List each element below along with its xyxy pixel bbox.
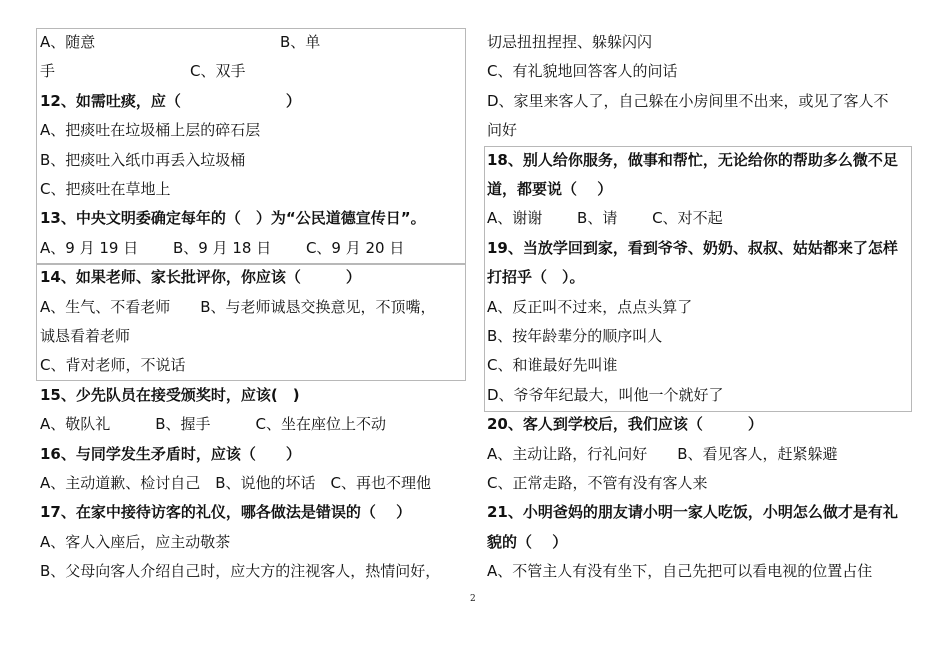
question-right-7: 19、当放学回到家，看到爷爷、奶奶、叔叔、姑姑都来了怎样	[487, 238, 898, 257]
text-line-left-4: B、把痰吐入纸巾再丢入垃圾桶	[40, 150, 246, 169]
text-line-right-18: A、不管主人有没有坐下，自己先把可以看电视的位置占住	[487, 562, 873, 581]
text-line-left-17: A、客人入座后，应主动敬茶	[40, 532, 231, 551]
text-line-right-10: B、按年龄辈分的顺序叫人	[487, 327, 663, 345]
question-left-2: 12、如需吐痰，应（ ）	[40, 91, 301, 110]
text-line-left-9: A、生气、不看老师 B、与老师诚恳交换意见，不顶嘴，	[40, 297, 436, 316]
text-line-left-7: A、9 月 19 日 B、9 月 18 日 C、9 月 20 日	[40, 238, 405, 257]
text-line-left-15: A、主动道歉、检讨自己 B、说他的坏话 C、再也不理他	[40, 474, 432, 492]
question-left-6: 13、中央文明委确定每年的（ ）为“公民道德宣传日”。	[40, 209, 426, 228]
text-line-right-3: 问好	[487, 121, 518, 140]
option-fragment-1: C、双手	[190, 62, 246, 81]
text-line-left-1: 手	[40, 62, 56, 81]
text-line-left-5: C、把痰吐在草地上	[40, 180, 171, 198]
option-fragment-0: B、单	[280, 33, 321, 51]
question-right-8: 打招乎（ ）。	[487, 268, 585, 287]
text-line-right-14: A、主动让路，行礼问好 B、看见客人，赶紧躲避	[487, 444, 838, 463]
text-line-left-18: B、父母向客人介绍自己时，应大方的注视客人，热情问好，	[40, 562, 441, 581]
question-left-16: 17、在家中接待访客的礼仪，哪各做法是错误的（ ）	[40, 503, 412, 522]
text-line-right-12: D、爷爷年纪最大，叫他一个就好了	[487, 385, 724, 404]
text-line-left-0: A、随意	[40, 33, 96, 51]
question-right-16: 21、小明爸妈的朋友请小明一家人吃饭，小明怎么做才是有礼	[487, 503, 898, 522]
text-line-right-9: A、反正叫不过来，点点头算了	[487, 297, 693, 316]
question-left-12: 15、少先队员在接受颁奖时，应该( )	[40, 385, 300, 404]
text-line-right-2: D、家里来客人了，自己躲在小房间里不出来，或见了客人不	[487, 91, 889, 110]
text-line-left-3: A、把痰吐在垃圾桶上层的碎石层	[40, 121, 261, 140]
text-line-right-6: A、谢谢 B、请 C、对不起	[487, 209, 723, 228]
question-left-14: 16、与同学发生矛盾时，应该（ ）	[40, 444, 301, 463]
text-line-left-11: C、背对老师，不说话	[40, 356, 186, 375]
question-left-8: 14、如果老师、家长批评你，你应该（ ）	[40, 268, 361, 287]
text-line-right-0: 切忌扭扭捏捏、躲躲闪闪	[487, 33, 653, 51]
question-right-5: 道，都要说（ ）	[487, 180, 613, 198]
text-line-left-13: A、敬队礼 B、握手 C、坐在座位上不动	[40, 415, 387, 434]
text-line-right-1: C、有礼貌地回答客人的问话	[487, 62, 678, 81]
page-number: 2	[470, 594, 476, 604]
text-line-left-10: 诚恳看着老师	[40, 327, 131, 345]
question-right-13: 20、客人到学校后，我们应该（ ）	[487, 415, 763, 434]
question-right-4: 18、别人给你服务，做事和帮忙，无论给你的帮助多么微不足	[487, 150, 898, 169]
question-right-17: 貌的（ ）	[487, 532, 568, 551]
text-line-right-15: C、正常走路，不管有没有客人来	[487, 474, 708, 492]
text-line-right-11: C、和谁最好先叫谁	[487, 356, 618, 375]
